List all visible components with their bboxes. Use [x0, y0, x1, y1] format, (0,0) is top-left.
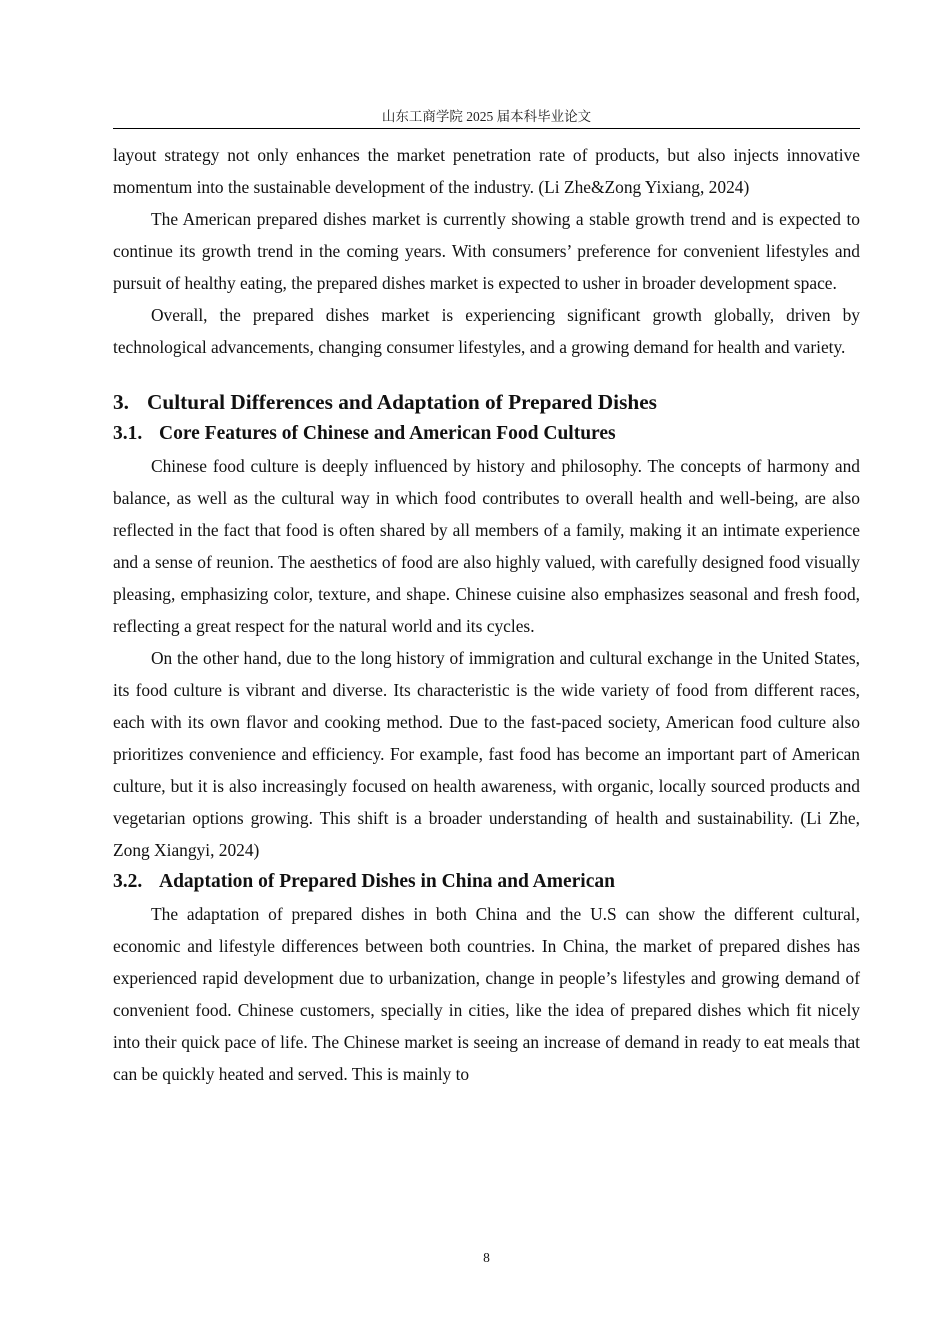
subsection-number: 3.1.	[113, 423, 143, 444]
body-paragraph: The adaptation of prepared dishes in both China and the U.S can show the different cultural, economic and lifestyle differences between both countries. In China, the market of prepared dishes has experienced rapid development due to urbanization, change in people’s lifestyles and growing demand of convenient food. Chinese customers, specially in cities, like the idea of prepared dishes which fit nicely into their quick pace of life. The Chinese market is seeing an increase of demand in ready to eat meals that can be quickly heated and served. This is mainly to	[113, 904, 860, 1084]
running-header: 山东工商学院 2025 届本科毕业论文	[381, 109, 592, 124]
subsection-heading	[113, 866, 860, 898]
page-number: 8	[483, 1250, 490, 1265]
body-paragraph: layout strategy not only enhances the market penetration rate of products, but also injects innovative momentum into the sustainable development of the industry. (Li Zhe&Zong Yixiang, 2024)	[113, 145, 860, 197]
subsection-number: 3.2.	[113, 871, 143, 892]
subsection-title: Adaptation of Prepared Dishes in China and American	[159, 871, 615, 892]
body-paragraph: The American prepared dishes market is currently showing a stable growth trend and is expected to continue its growth trend in the coming years. With consumers’ preference for convenient lifestyles and pursuit of healthy eating, the prepared dishes market is expected to usher in broader development space.	[113, 209, 860, 293]
subsection-heading	[113, 418, 860, 450]
body-paragraph: Overall, the prepared dishes market is experiencing significant growth globally, driven by technological advancements, changing consumer lifestyles, and a growing demand for health and variety.	[113, 305, 860, 357]
section-number: 3.	[113, 390, 129, 414]
body-paragraph: Chinese food culture is deeply influenced by history and philosophy. The concepts of harmony and balance, as well as the cultural way in which food contributes to overall health and well-being, are also reflected in the fact that food is often shared by all members of a family, making it an intimate experience and a sense of reunion. The aesthetics of food are also highly valued, with carefully designed food visually pleasing, emphasizing color, texture, and shape. Chinese cuisine also emphasizes seasonal and fresh food, reflecting a great respect for the natural world and its cycles.	[113, 456, 860, 636]
body-paragraph: On the other hand, due to the long history of immigration and cultural exchange in the United States, its food culture is vibrant and diverse. Its characteristic is the wide variety of food from different races, each with its own flavor and cooking method. Due to the fast-paced society, American food culture also prioritizes convenience and efficiency. For example, fast food has become an important part of American culture, but it is also increasingly focused on health awareness, with organic, locally sourced products and vegetarian options growing. This shift is a broader understanding of health and sustainability. (Li Zhe, Zong Xiangyi, 2024)	[113, 648, 860, 860]
header-rule	[113, 128, 860, 129]
subsection-title: Core Features of Chinese and American Food Cultures	[159, 423, 616, 444]
section-heading	[113, 386, 860, 418]
page-body	[113, 139, 860, 1090]
section-title: Cultural Differences and Adaptation of Prepared Dishes	[147, 390, 657, 414]
